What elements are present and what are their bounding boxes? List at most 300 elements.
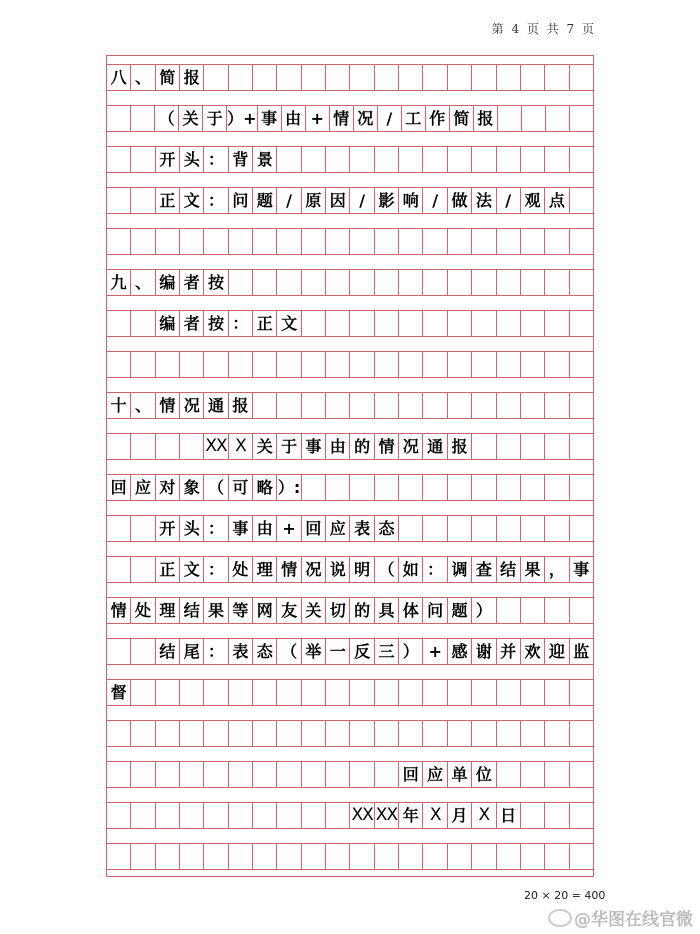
grid-cell: 具 [374, 598, 398, 623]
grid-cell: 关 [301, 598, 325, 623]
grid-cell [130, 188, 154, 213]
grid-cell [520, 762, 544, 787]
grid-cell [569, 106, 593, 131]
grid-cell [325, 311, 349, 336]
grid-cell: （ [276, 639, 300, 664]
grid-cell: 结 [155, 639, 179, 664]
grid-cell: 工 [401, 106, 425, 131]
grid-row [107, 187, 593, 214]
grid-cell: （ [203, 475, 227, 500]
grid-cell: （ [154, 106, 178, 131]
grid-cell [107, 721, 130, 746]
grid-row [107, 761, 593, 788]
grid-cell: 八 [110, 68, 127, 87]
grid-row [107, 515, 593, 542]
grid-cell [349, 680, 373, 705]
grid-cell [447, 147, 471, 172]
grid-cell: XX [203, 434, 227, 459]
grid-cell: 通 [203, 393, 227, 418]
grid-cell: 关 [252, 434, 276, 459]
grid-cell [447, 721, 471, 746]
grid-cell [179, 844, 203, 869]
grid-cell [301, 680, 325, 705]
grid-cell: 应 [422, 762, 446, 787]
grid-row [107, 351, 593, 378]
grid-cell [203, 680, 227, 705]
grid-cell: 态 [252, 639, 276, 664]
grid-cell [325, 475, 349, 500]
grid-cell [130, 762, 154, 787]
grid-cell [398, 721, 422, 746]
grid-cell: 者 [179, 311, 203, 336]
grid-cell [374, 229, 398, 254]
grid-cell: 开 [155, 516, 179, 541]
grid-cell: 头 [179, 516, 203, 541]
grid-cell: 的 [349, 434, 373, 459]
grid-cell [107, 229, 130, 254]
grid-cell [325, 270, 349, 295]
grid-cell: 按 [203, 311, 227, 336]
grid-cell: 事 [228, 516, 252, 541]
grid-cell: ， [544, 557, 568, 582]
grid-cell [130, 311, 154, 336]
grid-cell: 简 [155, 65, 179, 90]
grid-cell [130, 639, 154, 664]
grid-cell: 网 [252, 598, 276, 623]
grid-cell [203, 229, 227, 254]
grid-cell [447, 270, 471, 295]
grid-cell [301, 844, 325, 869]
page-indicator: 第 4 页 共 7 页 [491, 22, 596, 36]
grid-cell [447, 352, 471, 377]
grid-cell: ： [203, 188, 227, 213]
grid-cell [252, 65, 276, 90]
grid-cell: 正 [155, 188, 179, 213]
grid-cell: 正 [252, 311, 276, 336]
grid-cell [228, 803, 252, 828]
grid-cell: 理 [155, 598, 179, 623]
grid-cell [325, 844, 349, 869]
grid-cell: 如 [398, 557, 422, 582]
grid-cell [374, 680, 398, 705]
grid-cell [203, 844, 227, 869]
grid-cell [203, 65, 227, 90]
grid-cell [398, 270, 422, 295]
grid-row [107, 392, 593, 419]
grid-cell [301, 147, 325, 172]
grid-cell: / [377, 106, 401, 131]
grid-cell [130, 352, 154, 377]
grid-cell [447, 844, 471, 869]
grid-cell: 谢 [471, 639, 495, 664]
grid-cell: ）: [276, 475, 300, 500]
grid-cell [422, 352, 446, 377]
grid-cell [569, 229, 593, 254]
grid-cell [301, 393, 325, 418]
grid-cell [569, 65, 593, 90]
grid-cell [422, 475, 446, 500]
grid-cell [569, 188, 593, 213]
grid-cell [301, 352, 325, 377]
grid-cell [544, 147, 568, 172]
grid-cell [349, 229, 373, 254]
grid-cell [179, 762, 203, 787]
grid-cell [228, 229, 252, 254]
grid-cell [422, 721, 446, 746]
grid-cell [107, 188, 130, 213]
grid-cell [520, 352, 544, 377]
grid-cell [130, 106, 154, 131]
grid-cell [544, 65, 568, 90]
grid-cell [569, 352, 593, 377]
grid-cell: 情 [276, 557, 300, 582]
grid-cell [447, 393, 471, 418]
grid-cell [325, 393, 349, 418]
grid-cell: 开 [155, 147, 179, 172]
grid-cell: 的 [349, 598, 373, 623]
grid-cell: 于 [276, 434, 300, 459]
grid-cell [325, 803, 349, 828]
grid-cell [374, 762, 398, 787]
grid-cell: 影 [374, 188, 398, 213]
grid-row [107, 64, 593, 91]
grid-cell [569, 803, 593, 828]
grid-cell [544, 475, 568, 500]
grid-cell [569, 475, 593, 500]
grid-cell [228, 65, 252, 90]
grid-cell [520, 598, 544, 623]
grid-cell [325, 147, 349, 172]
grid-cell [520, 475, 544, 500]
grid-cell: / [496, 188, 520, 213]
grid-cell: 迎 [544, 639, 568, 664]
grid-cell: 三 [374, 639, 398, 664]
grid-cell: 、 [130, 270, 154, 295]
grid-cell: 单 [447, 762, 471, 787]
grid-cell [301, 229, 325, 254]
grid-cell: 文 [276, 311, 300, 336]
grid-cell [374, 721, 398, 746]
grid-cell [544, 270, 568, 295]
grid-cell [497, 106, 521, 131]
grid-cell: 由 [281, 106, 305, 131]
grid-cell [107, 803, 130, 828]
grid-cell: + [422, 639, 446, 664]
grid-row [107, 474, 593, 501]
grid-cell: X [228, 434, 252, 459]
grid-cell: + [305, 106, 329, 131]
grid-cell [471, 844, 495, 869]
grid-cell: 结 [179, 598, 203, 623]
grid-cell: 欢 [520, 639, 544, 664]
grid-cell [447, 475, 471, 500]
grid-cell [447, 229, 471, 254]
grid-cell: 况 [179, 393, 203, 418]
grid-cell: 背 [228, 147, 252, 172]
grid-cell [228, 270, 252, 295]
grid-row [107, 802, 593, 829]
grid-cell [422, 680, 446, 705]
grid-cell [228, 721, 252, 746]
grid-row [107, 146, 593, 173]
grid-cell: 题 [252, 188, 276, 213]
grid-cell: 日 [496, 803, 520, 828]
grid-cell: ） [398, 639, 422, 664]
grid-cell [349, 352, 373, 377]
grid-cell [471, 65, 495, 90]
grid-cell [398, 475, 422, 500]
grid-cell [422, 844, 446, 869]
grid-cell [252, 721, 276, 746]
grid-cell [496, 721, 520, 746]
grid-cell: 态 [374, 516, 398, 541]
grid-cell [107, 844, 130, 869]
grid-cell [520, 229, 544, 254]
grid-cell [496, 598, 520, 623]
grid-cell: 观 [520, 188, 544, 213]
grid-cell: ： [203, 557, 227, 582]
grid-cell [374, 311, 398, 336]
grid-cell [155, 844, 179, 869]
grid-cell [325, 721, 349, 746]
grid-cell [252, 270, 276, 295]
grid-cell [496, 311, 520, 336]
grid-row [107, 597, 593, 624]
grid-cell [252, 762, 276, 787]
grid-cell [520, 65, 544, 90]
grid-cell: 回 [398, 762, 422, 787]
grid-cell [447, 311, 471, 336]
grid-cell [276, 147, 300, 172]
grid-cell [276, 762, 300, 787]
grid-cell [520, 803, 544, 828]
grid-cell [349, 721, 373, 746]
grid-row [107, 679, 593, 706]
grid-cell: 况 [353, 106, 377, 131]
grid-size-label: 20 × 20 = 400 [524, 889, 606, 902]
grid-cell [544, 680, 568, 705]
grid-cell: 报 [473, 106, 497, 131]
grid-cell: 表 [349, 516, 373, 541]
grid-cell: 文 [179, 557, 203, 582]
grid-cell [496, 229, 520, 254]
grid-cell [398, 516, 422, 541]
grid-cell [496, 844, 520, 869]
grid-cell: 月 [447, 803, 471, 828]
grid-cell [252, 803, 276, 828]
grid-cell [544, 516, 568, 541]
grid-cell: 回 [110, 478, 127, 497]
grid-cell [471, 434, 495, 459]
grid-cell: 事 [301, 434, 325, 459]
grid-cell [228, 680, 252, 705]
grid-cell [544, 229, 568, 254]
grid-cell [471, 680, 495, 705]
grid-cell [349, 270, 373, 295]
grid-cell [228, 762, 252, 787]
grid-cell [520, 311, 544, 336]
grid-cell [545, 106, 569, 131]
grid-cell [496, 352, 520, 377]
grid-cell [520, 270, 544, 295]
grid-cell [521, 106, 545, 131]
grid-cell [130, 229, 154, 254]
grid-cell [569, 270, 593, 295]
grid-cell [155, 762, 179, 787]
grid-cell [496, 680, 520, 705]
grid-cell: 尾 [179, 639, 203, 664]
grid-cell [398, 680, 422, 705]
grid-cell: 于 [202, 106, 226, 131]
grid-cell: 、 [130, 65, 154, 90]
grid-cell [569, 434, 593, 459]
grid-cell [471, 721, 495, 746]
grid-cell: 编 [155, 311, 179, 336]
grid-cell: 监 [569, 639, 593, 664]
grid-cell [544, 762, 568, 787]
grid-cell: 头 [179, 147, 203, 172]
grid-cell: XX [349, 803, 373, 828]
grid-cell [155, 803, 179, 828]
grid-cell [496, 434, 520, 459]
grid-cell [496, 475, 520, 500]
grid-cell [130, 557, 154, 582]
grid-cell [520, 147, 544, 172]
grid-cell [107, 762, 130, 787]
grid-cell: 做 [447, 188, 471, 213]
grid-cell [155, 721, 179, 746]
grid-cell [107, 639, 130, 664]
grid-row [107, 228, 593, 255]
grid-cell [398, 844, 422, 869]
grid-cell: 可 [228, 475, 252, 500]
grid-cell: 一 [325, 639, 349, 664]
grid-cell [544, 721, 568, 746]
grid-cell [276, 352, 300, 377]
grid-cell [349, 475, 373, 500]
grid-cell [276, 270, 300, 295]
grid-cell [569, 311, 593, 336]
grid-row [107, 843, 593, 870]
grid-cell [179, 352, 203, 377]
grid-cell: 情 [329, 106, 353, 131]
grid-cell: 回 [301, 516, 325, 541]
grid-cell: X [471, 803, 495, 828]
grid-cell: 对 [155, 475, 179, 500]
grid-cell: 位 [471, 762, 495, 787]
grid-cell [276, 721, 300, 746]
grid-cell [398, 229, 422, 254]
grid-cell [349, 147, 373, 172]
grid-cell: 由 [325, 434, 349, 459]
grid-cell [349, 65, 373, 90]
grid-cell: 题 [447, 598, 471, 623]
grid-cell [496, 762, 520, 787]
grid-cell [276, 393, 300, 418]
grid-cell [496, 270, 520, 295]
grid-cell [447, 65, 471, 90]
grid-cell: 景 [252, 147, 276, 172]
grid-cell: 略 [252, 475, 276, 500]
grid-row [107, 310, 593, 337]
grid-cell: 法 [471, 188, 495, 213]
grid-cell [325, 65, 349, 90]
grid-cell: / [349, 188, 373, 213]
grid-cell: 友 [276, 598, 300, 623]
grid-cell [569, 393, 593, 418]
grid-cell: ）+ [226, 106, 256, 131]
grid-cell [203, 762, 227, 787]
grid-cell [228, 352, 252, 377]
grid-cell: 简 [449, 106, 473, 131]
grid-cell [569, 721, 593, 746]
grid-cell: 等 [228, 598, 252, 623]
grid-cell [422, 65, 446, 90]
grid-cell: 结 [496, 557, 520, 582]
grid-cell [325, 229, 349, 254]
grid-cell: （ [374, 557, 398, 582]
grid-row [107, 556, 593, 583]
grid-cell [130, 803, 154, 828]
grid-cell [107, 311, 130, 336]
grid-cell [447, 680, 471, 705]
grid-cell: 报 [447, 434, 471, 459]
grid-cell: 况 [398, 434, 422, 459]
weibo-logo-icon [548, 909, 572, 927]
grid-cell: 响 [398, 188, 422, 213]
grid-cell [252, 393, 276, 418]
grid-cell [130, 147, 154, 172]
grid-cell: 果 [203, 598, 227, 623]
grid-cell [179, 721, 203, 746]
watermark-text: @华图在线官微 [574, 910, 693, 930]
grid-cell [569, 598, 593, 623]
grid-cell: 正 [155, 557, 179, 582]
grid-cell [276, 844, 300, 869]
grid-cell: 报 [179, 65, 203, 90]
grid-cell [422, 311, 446, 336]
grid-cell [520, 680, 544, 705]
grid-cell [569, 516, 593, 541]
grid-cell [252, 352, 276, 377]
grid-cell [374, 844, 398, 869]
grid-cell [422, 147, 446, 172]
grid-cell [471, 270, 495, 295]
grid-cell: 关 [178, 106, 202, 131]
grid-cell [398, 352, 422, 377]
grid-cell [374, 270, 398, 295]
grid-cell [374, 147, 398, 172]
grid-cell [179, 434, 203, 459]
grid-cell [130, 434, 154, 459]
grid-cell: 按 [203, 270, 227, 295]
grid-cell: 应 [325, 516, 349, 541]
grid-cell [107, 147, 130, 172]
grid-cell [374, 393, 398, 418]
grid-cell: 事 [257, 106, 281, 131]
grid-cell [179, 803, 203, 828]
grid-cell: 理 [252, 557, 276, 582]
grid-cell [544, 352, 568, 377]
grid-cell: 应 [130, 475, 154, 500]
grid-cell [155, 352, 179, 377]
grid-cell: 处 [228, 557, 252, 582]
grid-cell: ： [203, 639, 227, 664]
grid-cell [203, 803, 227, 828]
grid-cell [544, 311, 568, 336]
grid-cell [398, 147, 422, 172]
grid-cell: / [422, 188, 446, 213]
